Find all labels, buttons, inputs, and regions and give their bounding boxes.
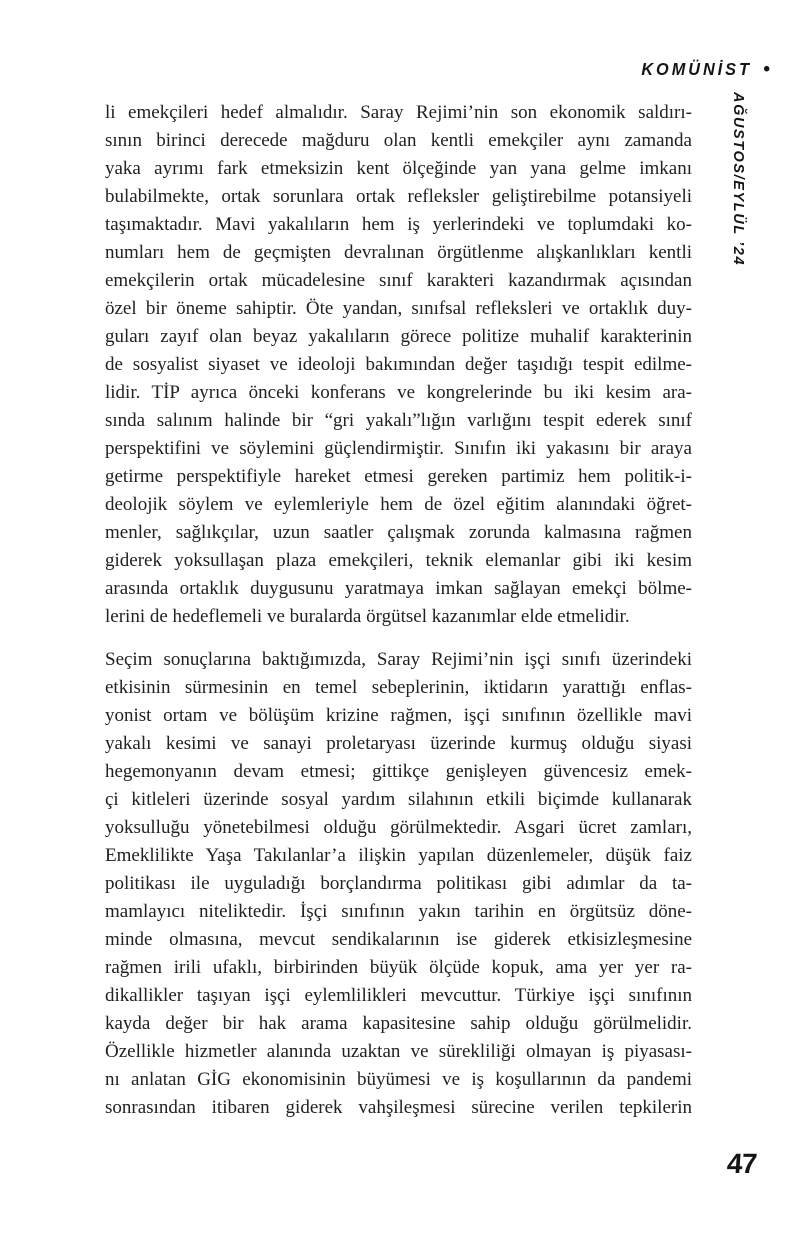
text-line: kayda değer bir hak arama kapasitesine sahip olduğu görülmelidir. [105, 1013, 692, 1034]
issue-date-vertical: AĞUSTOS/EYLÜL ’24 [730, 92, 746, 267]
text-line: mamlayıcı niteliktedir. İşçi sınıfının yakın tarihin en örgütsüz döne- [105, 901, 692, 922]
text-line: arasında ortaklık duygusunu yaratmaya imkan sağlayan emekçi bölme- [105, 578, 692, 599]
text-line: deolojik söylem ve eylemleriyle hem de özel eğitim alanındaki öğret- [105, 494, 692, 515]
text-line: getirme perspektifiyle hareket etmesi gereken partimiz hem politik-i- [105, 466, 692, 487]
page-header [633, 59, 770, 80]
text-line: dikallikler taşıyan işçi eylemlilikleri mevcuttur. Türkiye işçi sınıfının [105, 985, 692, 1006]
text-line: Emeklilikte Yaşa Takılanlar’a ilişkin yapılan düzenlemeler, düşük faiz [105, 845, 692, 866]
text-line: sonrasından itibaren giderek vahşileşmesi sürecine verilen tepkilerin [105, 1097, 692, 1118]
text-line: sında salınım halinde bir “gri yakalı”lığın varlığını tespit ederek sınıf [105, 410, 692, 431]
text-line: li emekçileri hedef almalıdır. Saray Rejimi’nin son ekonomik saldırı- [105, 102, 692, 123]
text-line: yakalı kesimi ve sanayi proletaryası üzerinde kurmuş olduğu siyasi [105, 733, 692, 754]
text-line: numları hem de geçmişten devralınan örgütlenme alışkanlıkları kentli [105, 242, 692, 263]
journal-title: KOMÜNİST [641, 59, 753, 79]
text-line: lidir. TİP ayrıca önceki konferans ve kongrelerinde bu iki kesim ara- [105, 382, 692, 403]
text-line: nı anlatan GİG ekonomisinin büyümesi ve iş koşullarının da pandemi [105, 1069, 692, 1090]
text-line: politikası ile uyguladığı borçlandırma politikası gibi adımlar da ta- [105, 873, 692, 894]
text-line: Seçim sonuçlarına baktığımızda, Saray Rejimi’nin işçi sınıfı üzerindeki [105, 649, 692, 670]
text-line: de sosyalist siyaset ve ideoloji bakımından değer taşıdığı tespit edilme- [105, 354, 692, 375]
text-line: giderek yoksullaşan plaza emekçileri, teknik elemanlar gibi iki kesim [105, 550, 692, 571]
text-line: yonist ortam ve bölüşüm krizine rağmen, işçi sınıfının özellikle mavi [105, 705, 692, 726]
text-line: Özellikle hizmetler alanında uzaktan ve sürekliliği olmayan iş piyasası- [105, 1041, 692, 1062]
text-line: bulabilmekte, ortak sorunlara ortak refleksler geliştirebilme potansiyeli [105, 186, 692, 207]
text-line: etkisinin sürmesinin en temel sebeplerinin, iktidarın yarattığı enflas- [105, 677, 692, 698]
paragraph-2 [105, 646, 692, 1122]
text-line: taşımaktadır. Mavi yakalıların hem iş yerlerindeki ve toplumdaki ko- [105, 214, 692, 235]
text-line: rağmen irili ufaklı, birbirinden büyük ölçüde kopuk, ama yer yer ra- [105, 957, 692, 978]
body-text [105, 99, 692, 1122]
text-line: çi kitleleri üzerinde sosyal yardım silahının etkili biçimde kullanarak [105, 789, 692, 810]
text-line: özel bir öneme sahiptir. Öte yandan, sınıfsal refleksleri ve ortaklık duy- [105, 298, 692, 319]
text-line: emekçilerin ortak mücadelesine sınıf karakteri kazandırmak açısından [105, 270, 692, 291]
text-line: yoksulluğu yönetebilmesi olduğu görülmektedir. Asgari ücret zamları, [105, 817, 692, 838]
text-line: perspektifini ve söylemini güçlendirmiştir. Sınıfın iki yakasını bir araya [105, 438, 692, 459]
text-line: guları zayıf olan beyaz yakalıların görece politize muhalif karakterinin [105, 326, 692, 347]
bullet-icon: • [763, 59, 770, 80]
paragraph-1 [105, 99, 692, 631]
text-line: minde olmasına, mevcut sendikalarının ise giderek etkisizleşmesine [105, 929, 692, 950]
text-line: sının birinci derecede mağduru olan kentli emekçiler aynı zamanda [105, 130, 692, 151]
page-number: 47 [725, 1148, 758, 1179]
text-line: hegemonyanın devam etmesi; gittikçe genişleyen güvencesiz emek- [105, 761, 692, 782]
text-line: yaka ayrımı fark etmeksizin kent ölçeğinde yan yana gelme imkanı [105, 158, 692, 179]
text-line: lerini de hedeflemeli ve buralarda örgütsel kazanımlar elde etmelidir. [105, 606, 630, 627]
text-line: menler, sağlıkçılar, uzun saatler çalışmak zorunda kalmasına rağmen [105, 522, 692, 543]
